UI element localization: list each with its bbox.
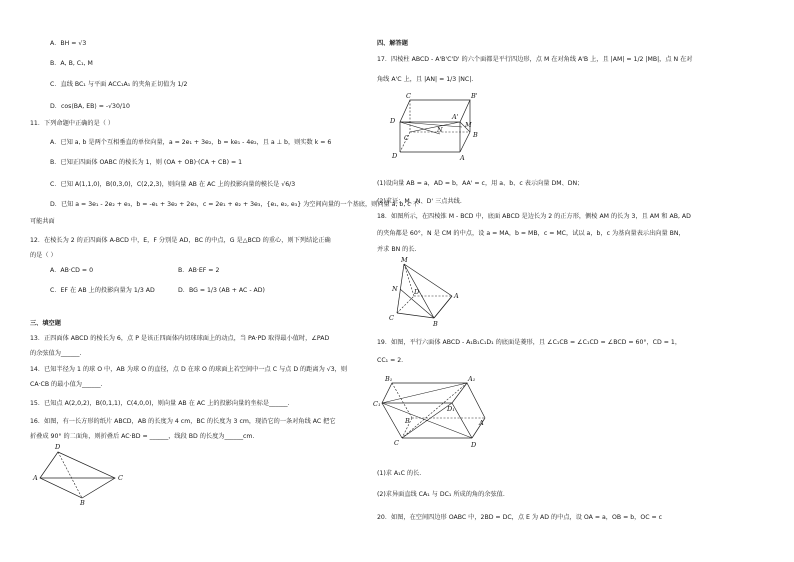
q12-stem: 12．在棱长为 2 的正四面体 A-BCD 中，E，F 分别是 AD，BC 的中点，G 是△BCD 的重心，则下列结论正确 [30, 237, 331, 244]
fig17-label-d: D [392, 152, 398, 160]
q17-part-1: (1)设向量 AB = a，AD = b，AA' = c，用 a、b、c 表示向量 DM、DN； [377, 180, 584, 187]
fig17-label-c-top: C [406, 92, 411, 100]
fig18-label-c: C [389, 314, 394, 322]
fig19-label-a1: A₁ [468, 375, 476, 383]
fig19-label-a: A [479, 419, 484, 427]
q18-line-3: 并求 BN 的长. [377, 246, 417, 253]
q12-option-c: C．EF 在 AB 上的投影向量为 1/3 AD [50, 287, 155, 294]
q12-option-a: A．AB·CD = 0 [50, 267, 94, 274]
q15: 15．已知点 A(2,0,2)，B(0,1,1)，C(4,0,0)，则向量 AB 在 AC 上的投影向量的坐标是______. [30, 400, 290, 407]
q18-line-1: 18．如图所示，在四棱锥 M - BCD 中，底面 ABCD 是边长为 2 的正方形，侧棱 AM 的长为 3，且 AM 和 AB, AD [377, 213, 691, 220]
fig18-label-d: D [414, 288, 420, 296]
q18-line-2: 的夹角都是 60°，N 是 CM 的中点，设 a = MA，b = MB，c = MC，试以 a，b，c 为基向量表示出向量 BN， [377, 230, 685, 237]
fig17-label-b-prime: B' [471, 92, 478, 100]
fig17-label-d-top: D [390, 117, 396, 125]
q12-option-d: D．BG = 1/3 (AB + AC - AD) [178, 287, 265, 294]
fig17-label-b: B [473, 131, 478, 139]
q19-line-1: 19．如图，平行六面体 ABCD - A₁B₁C₁D₁ 的底面是菱形，且 ∠C₁CB = ∠C₁CD = ∠BCD = 60°，CD = 1， [377, 339, 682, 346]
fig18-label-b: B [433, 320, 438, 328]
q11-option-c: C．已知 A(1,1,0)，B(0,3,0)，C(2,2,3)，则向量 AB 在 AC 上的投影向量的模长是 √6/3 [50, 181, 296, 188]
q17-part-2: (2)求证：M、N、D' 三点共线. [377, 198, 462, 205]
q10-option-c: C．直线 BC₁ 与平面 ACC₁A₁ 的夹角正切值为 1/2 [50, 81, 188, 88]
q16-line-2: 折叠成 90° 的二面角，则折叠后 AC·BD = ______，线段 BD 的长度为______cm. [30, 433, 255, 440]
q13-line-2: 的余弦值为______. [30, 350, 82, 357]
fig16-label-d: D [55, 443, 61, 451]
fig16-label-b: B [80, 499, 85, 507]
fig18-label-m: M [401, 256, 408, 264]
q14-line-2: CA·CB 的最小值为______. [30, 381, 103, 388]
fig17-label-a: A [460, 154, 465, 162]
q11-stem: 11．下列命题中正确的是（ ） [30, 120, 115, 127]
figure-17-parallelepiped [382, 92, 482, 170]
fig17-label-m: M [465, 121, 472, 129]
fig19-label-c1: C₁ [373, 400, 381, 408]
q14-line-1: 14．已知半径为 1 的球 O 中，AB 为球 O 的直径，点 D 在球 O 的球面上若空间中一点 C 与点 D 的距离为 √3，则 [30, 366, 348, 373]
fig17-label-a-prime: A' [452, 113, 459, 121]
q10-option-d: D．cos⟨BA, EB⟩ = -√30/10 [50, 103, 130, 110]
q11-option-a: A．已知 a, b 是两个互相垂直的单位向量，a = 2e₁ + 3e₂，b = ke₁ - 4e₂，且 a ⊥ b，则实数 k = 6 [50, 139, 332, 146]
fig18-label-n: N [392, 285, 398, 293]
q19-line-2: CC₁ = 2. [377, 357, 404, 364]
q17-line-1: 17．四棱柱 ABCD - A'B'C'D' 的六个面都是平行四边形，点 M 在对角线 A'B 上，且 |AM| = 1/2 |MB|，点 N 在对 [377, 56, 693, 63]
fig16-label-a: A [33, 474, 38, 482]
fig16-label-c: C [118, 474, 123, 482]
fig17-label-c: C [404, 134, 409, 142]
q20: 20．如图，在空间四边形 OABC 中，2BD = DC，点 E 为 AD 的中点，设 OA = a，OB = b，OC = c [377, 514, 663, 521]
fig18-label-a: A [454, 292, 459, 300]
right-column [373, 0, 772, 562]
q19-part-2: (2)求异面直线 CA₁ 与 DC₁ 所成的角的余弦值. [377, 491, 505, 498]
q19-part-1: (1)求 A₁C 的长. [377, 470, 422, 477]
q10-option-a: A．BH = √3 [50, 40, 87, 47]
q16-line-1: 16．如图，有一长方形的纸片 ABCD，AB 的长度为 4 cm，BC 的长度为 3 cm，现沿它的一条对角线 AC 把它 [30, 418, 336, 425]
figure-19-parallelepiped [373, 373, 487, 453]
fig19-label-c: C [394, 439, 399, 447]
figure-16-folded-rectangle [30, 440, 140, 505]
section-3-title: 三、填空题 [30, 320, 61, 327]
fig17-label-n: N [437, 126, 443, 134]
q11-option-d: D．已知 a = 3e₁ - 2e₂ + e₃，b = -e₁ + 3e₂ + 2e₃，c = 2e₁ + e₂ + 3e₃，{e₁, e₂, e₃} 为空间向量的一个基底，则向量 a, b, c 不 [50, 201, 419, 208]
fig19-label-b1: B₁ [385, 375, 393, 383]
fig19-label-d: D [471, 441, 477, 449]
q17-line-2: 角线 A'C 上，且 |AN| = 1/3 |NC|. [377, 76, 474, 83]
q12-option-b: B．AB·EF = 2 [178, 267, 220, 274]
fig19-label-b: B [405, 417, 410, 425]
fig19-label-d1: D₁ [447, 405, 455, 413]
q13-line-1: 13．正四面体 ABCD 的棱长为 6，点 P 是该正四面体内切球球面上的动点，当 PA·PD 取得最小值时，∠PAD [30, 335, 330, 342]
q10-option-b: B．A, B, C₁, M [50, 60, 93, 67]
figure-18-pyramid [389, 256, 482, 328]
q11-option-b: B．已知正四面体 OABC 的棱长为 1，则 (OA + OB)·(CA + CB) = 1 [50, 159, 243, 166]
q12-stem-cont: 的是（ ） [30, 252, 57, 259]
q11-option-d-cont: 可能共面 [30, 218, 55, 225]
section-4-title: 四、解答题 [377, 40, 408, 47]
